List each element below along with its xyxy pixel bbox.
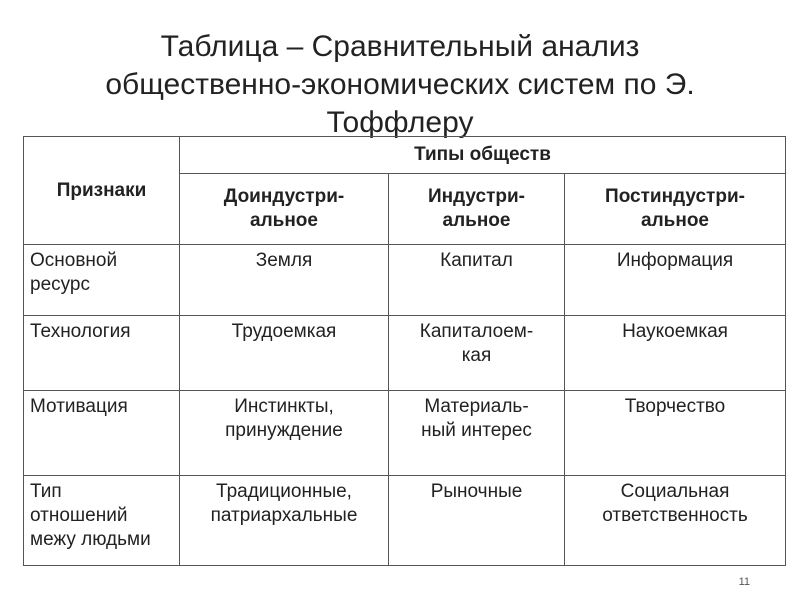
header-features: Признаки [24,137,180,245]
table-cell: Капитал [389,245,565,316]
row-label-motivation: Мотивация [24,391,180,476]
table-cell: Капиталоем- кая [389,316,565,391]
header-preindustrial: Доиндустри- альное [180,174,389,245]
slide-title [20,28,780,142]
page-number: 11 [738,576,750,588]
table-row [24,476,786,566]
table-row [24,391,786,476]
row-label-resource: Основной ресурс [24,245,180,316]
comparison-table [23,136,786,566]
table-row [24,316,786,391]
header-industrial: Индустри- альное [389,174,565,245]
table-cell: Материаль- ный интерес [389,391,565,476]
table-cell: Информация [565,245,786,316]
table-cell: Рыночные [389,476,565,566]
title-line-2: общественно-экономических систем по Э. [105,68,695,101]
title-line-3: Тоффлеру [326,106,474,139]
table-cell: Инстинкты, принуждение [180,391,389,476]
table-cell: Трудоемкая [180,316,389,391]
row-label-technology: Технология [24,316,180,391]
title-line-1: Таблица – Сравнительный анализ [160,30,640,63]
table-cell: Творчество [565,391,786,476]
table-cell: Наукоемкая [565,316,786,391]
table-header-row [24,137,786,174]
table-row [24,245,786,316]
table-cell: Земля [180,245,389,316]
header-postindustrial: Постиндустри- альное [565,174,786,245]
row-label-relations: Тип отношений межу людьми [24,476,180,566]
header-society-types: Типы обществ [180,137,786,174]
table-cell: Традиционные, патриархальные [180,476,389,566]
table-cell: Социальная ответственность [565,476,786,566]
